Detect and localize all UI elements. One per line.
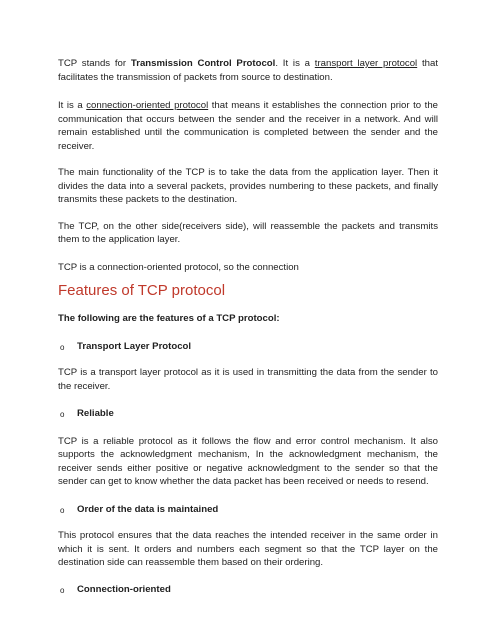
feature-title: Reliable — [77, 408, 114, 419]
feature-item-connection-oriented — [60, 583, 438, 597]
bold-term: Transmission Control Protocol — [130, 58, 276, 69]
text-run: that facilitates the transmission of packets from source to destination. — [58, 58, 438, 83]
transport-layer-protocol-link[interactable]: transport layer protocol — [314, 58, 418, 69]
feature-description: TCP is a reliable protocol as it follows the flow and error control mechanism. It also supports the acknowledgment mechanism, In the acknowledgment mechanism, the receiver sends either positive or negative acknowledgment to the sender so that the sender can get to know whether the data packet has been received or needs to resend. — [58, 435, 438, 487]
features-heading: Features of TCP protocol — [58, 282, 226, 299]
document-page — [58, 57, 438, 596]
bullet-icon: o — [60, 410, 65, 419]
intro-paragraph-5: TCP is a connection-oriented protocol, so the connection — [58, 261, 299, 273]
text-run: It is a — [58, 100, 87, 111]
bullet-icon: o — [60, 505, 65, 515]
intro-paragraph-3: The main functionality of the TCP is to take the data from the application layer. Then it divides the data into a several packets, provides numbering to these packets, and finally transmits these packets to the destination. — [58, 167, 438, 205]
text-run: that means it establishes the connection prior to the communication that occurs between the sender and the receiver in a network. And will remain established until the communication is completed between the sender and the receiver. — [58, 100, 438, 152]
feature-title: Transport Layer Protocol — [77, 340, 192, 352]
feature-item-transport-layer — [60, 340, 438, 354]
feature-item-reliable — [60, 407, 438, 421]
text-run: . It is a — [275, 58, 315, 69]
intro-paragraph-4: The TCP, on the other side(receivers side), will reassemble the packets and transmits them to the application layer. — [58, 220, 438, 245]
intro-paragraph-2 — [58, 99, 438, 153]
feature-description: TCP is a transport layer protocol as it is used in transmitting the data from the sender to the receiver. — [58, 367, 438, 392]
feature-description: This protocol ensures that the data reaches the intended receiver in the same order in which it is sent. It orders and numbers each segment so that the TCP layer on the destination side can reassemble them based on their ordering. — [58, 530, 438, 568]
feature-title: Connection-oriented — [77, 583, 171, 595]
text-run: TCP stands for — [58, 58, 131, 69]
feature-item-order-maintained — [60, 503, 438, 517]
features-intro: The following are the features of a TCP protocol: — [58, 313, 280, 324]
intro-paragraph-1 — [58, 57, 438, 84]
bullet-icon: o — [60, 585, 65, 595]
bullet-icon: o — [60, 342, 65, 352]
feature-title: Order of the data is maintained — [77, 503, 219, 515]
connection-oriented-protocol-link[interactable]: connection-oriented protocol — [86, 100, 209, 111]
